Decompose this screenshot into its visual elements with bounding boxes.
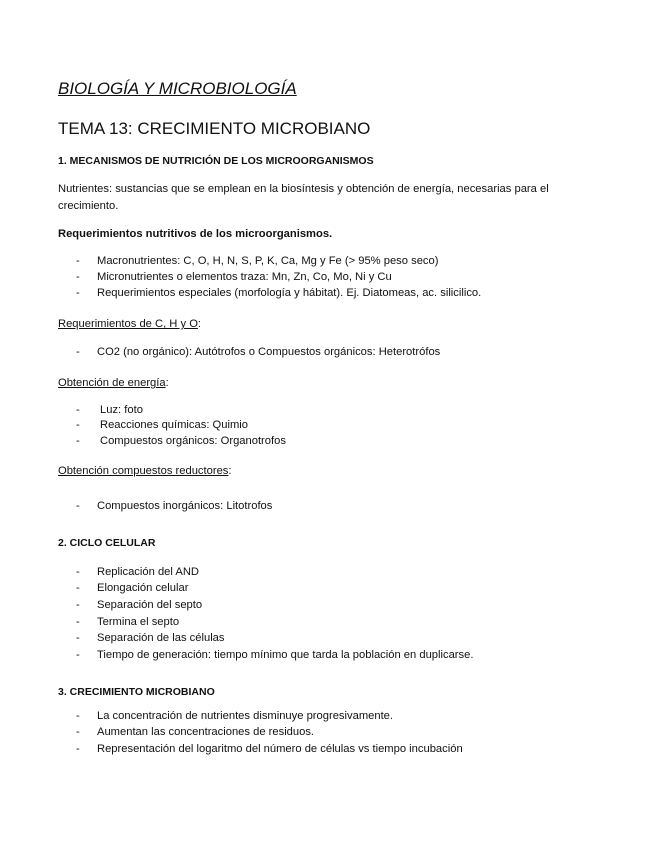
reductores-heading: Obtención compuestos reductores: [58, 465, 232, 477]
nutrientes-paragraph [58, 181, 598, 215]
list-item: - Replicación del AND [76, 566, 199, 578]
list-item: - Compuestos orgánicos: Organotrofos [76, 435, 286, 447]
list-item: - Reacciones químicas: Quimio [76, 419, 248, 431]
topic-title: TEMA 13: CRECIMIENTO MICROBIANO [58, 119, 371, 138]
list-item: - Representación del logaritmo del número de células vs tiempo incubación [76, 743, 463, 755]
list-item: - Luz: foto [76, 404, 143, 416]
list-item: - Separación de las células [76, 632, 225, 644]
requerimientos-heading: Requerimientos nutritivos de los microorganismos. [58, 228, 333, 240]
list-item: - CO2 (no orgánico): Autótrofos o Compuestos orgánicos: Heterotrófos [76, 346, 441, 358]
list-item: - La concentración de nutrientes disminuye progresivamente. [76, 710, 394, 722]
list-item: - Micronutrientes o elementos traza: Mn, Zn, Co, Mo, Ni y Cu [76, 271, 392, 283]
nutrientes-line-2: crecimiento. [58, 200, 119, 212]
list-item: - Termina el septo [76, 616, 180, 628]
list-item: - Separación del septo [76, 599, 203, 611]
list-item: - Macronutrientes: C, O, H, N, S, P, K, Ca, Mg y Fe (> 95% peso seco) [76, 255, 439, 267]
nutrientes-line-1: Nutrientes: sustancias que se emplean en la biosíntesis y obtención de energía, necesarias para el [58, 183, 549, 195]
list-item: - Elongación celular [76, 582, 189, 594]
cho-heading: Requerimientos de C, H y O: [58, 318, 202, 330]
list-item: - Aumentan las concentraciones de residuos. [76, 726, 315, 738]
section-2-heading: 2. CICLO CELULAR [58, 537, 156, 549]
list-item: - Requerimientos especiales (morfología y hábitat). Ej. Diatomeas, ac. silicilico. [76, 287, 482, 299]
energia-heading: Obtención de energía: [58, 377, 169, 389]
list-item: - Compuestos inorgánicos: Litotrofos [76, 500, 273, 512]
document-title: BIOLOGÍA Y MICROBIOLOGÍA [58, 79, 297, 98]
list-item: - Tiempo de generación: tiempo mínimo que tarda la población en duplicarse. [76, 649, 474, 661]
section-3-heading: 3. CRECIMIENTO MICROBIANO [58, 686, 215, 698]
section-1-heading: 1. MECANISMOS DE NUTRICIÓN DE LOS MICROORGANISMOS [58, 155, 374, 167]
